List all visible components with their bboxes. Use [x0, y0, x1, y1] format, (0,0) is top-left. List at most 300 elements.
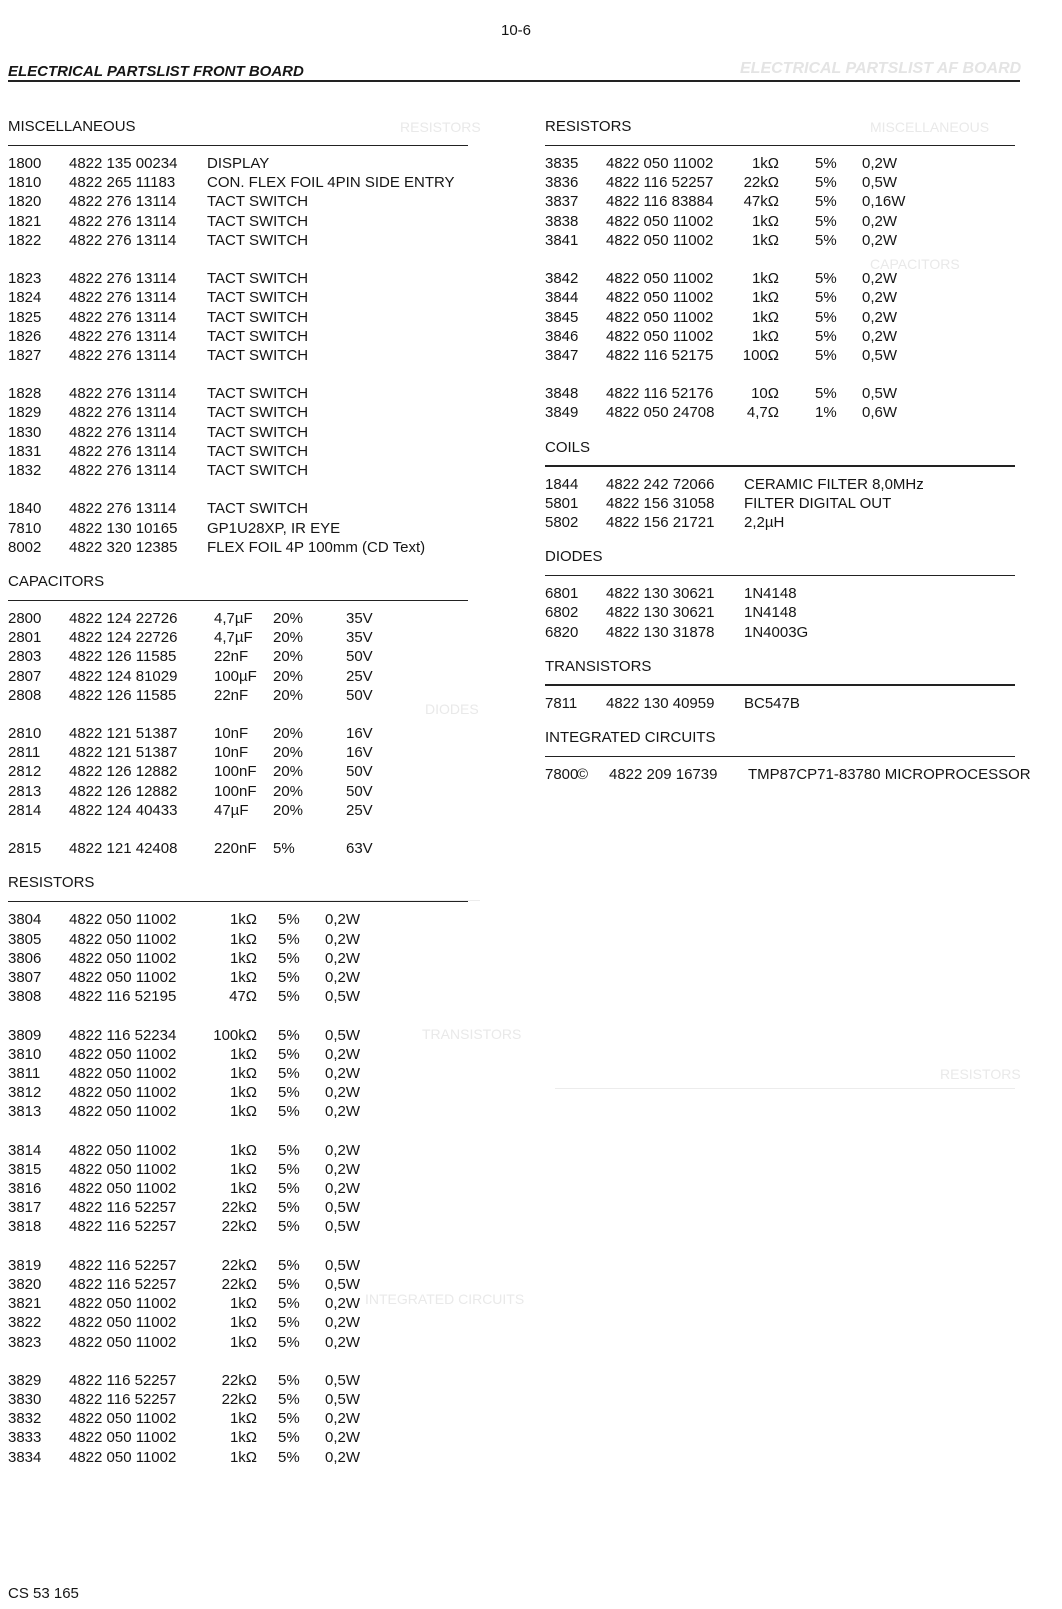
component-value: 1kΩ	[229, 1410, 257, 1428]
part-number: 4822 050 24708	[606, 404, 715, 422]
position-number: 3806	[8, 949, 42, 967]
component-value: 4,7Ω	[746, 404, 779, 422]
tolerance: 20%	[273, 744, 304, 762]
part-description: TACT SWITCH	[207, 231, 309, 249]
component-value: 1kΩ	[229, 1314, 257, 1332]
tolerance: 5%	[278, 1180, 300, 1197]
part-number: 4822 265 11183	[69, 174, 176, 192]
part-row	[8, 1294, 498, 1313]
part-number: 4822 116 52257	[69, 1199, 177, 1217]
position-number: 3809	[8, 1026, 42, 1044]
power-rating: 0,5W	[325, 1371, 361, 1389]
part-number: 4822 276 13114	[69, 442, 177, 460]
component-value: 47kΩ	[743, 193, 779, 211]
component-value: 1kΩ	[229, 930, 257, 948]
position-number: 1810	[8, 174, 42, 192]
power-rating: 0,16W	[862, 193, 906, 211]
part-description: 1N4148	[744, 585, 797, 603]
position-number: 2808	[8, 686, 42, 704]
part-row	[8, 1045, 498, 1064]
part-number: 4822 126 12882	[69, 782, 178, 800]
part-description: CON. FLEX FOIL 4PIN SIDE ENTRY	[207, 174, 455, 192]
position-number: 3813	[8, 1103, 42, 1121]
part-row	[8, 1064, 498, 1083]
position-number: 2811	[8, 744, 41, 762]
part-description: TMP87CP71-83780 MICROPROCESSOR	[748, 765, 1031, 783]
tolerance: 5%	[278, 1103, 300, 1121]
part-row	[545, 384, 1020, 403]
title-rule	[8, 80, 1020, 82]
part-number: 4822 320 12385	[69, 538, 178, 556]
power-rating: 0,2W	[325, 1045, 361, 1063]
power-rating: 0,5W	[325, 1199, 361, 1217]
part-description: TACT SWITCH	[207, 462, 309, 479]
section-spacer	[545, 423, 1020, 439]
component-value: 22nF	[214, 648, 249, 666]
part-number: 4822 242 72066	[606, 475, 715, 493]
voltage-rating: 63V	[346, 840, 373, 858]
tolerance: 5%	[278, 1429, 300, 1447]
tolerance: 5%	[815, 289, 837, 307]
part-number: 4822 050 11002	[69, 1429, 177, 1447]
component-value: 100kΩ	[213, 1026, 257, 1044]
position-number: 3848	[545, 385, 579, 403]
part-number: 4822 276 13114	[69, 212, 177, 230]
voltage-rating: 35V	[346, 629, 373, 647]
show-through-text: RESISTORS	[400, 119, 481, 135]
part-row	[545, 513, 1020, 532]
voltage-rating: 16V	[346, 725, 373, 743]
part-row	[8, 782, 498, 801]
position-number: 3811	[8, 1064, 41, 1082]
power-rating: 0,2W	[325, 1333, 361, 1351]
group-spacer	[8, 820, 498, 839]
left-column	[8, 118, 498, 1467]
parts-list	[545, 686, 1020, 713]
position-number: 3849	[545, 404, 579, 422]
part-row	[8, 686, 498, 705]
part-row	[545, 346, 1020, 365]
position-number: 5802	[545, 514, 579, 531]
group-spacer	[8, 365, 498, 384]
part-number: 4822 050 11002	[69, 1045, 177, 1063]
part-number: 4822 050 11002	[69, 1180, 177, 1197]
component-value: 1kΩ	[229, 1064, 257, 1082]
part-number: 4822 121 51387	[69, 744, 178, 762]
part-number: 4822 276 13114	[69, 500, 177, 518]
section-heading	[8, 874, 498, 902]
component-value: 22kΩ	[221, 1391, 257, 1409]
section-heading-rule	[545, 145, 1015, 146]
part-description: FILTER DIGITAL OUT	[744, 494, 892, 512]
position-number: 6801	[545, 585, 579, 603]
tolerance: 5%	[278, 1199, 300, 1217]
component-value: 10nF	[214, 744, 249, 762]
section-heading-label: CAPACITORS	[8, 572, 105, 590]
section-heading-rule	[545, 465, 1015, 466]
section-heading	[545, 118, 1020, 146]
tolerance: 5%	[815, 231, 837, 249]
part-number: 4822 050 11002	[606, 212, 714, 230]
tolerance: 1%	[815, 404, 837, 422]
section-spacer	[545, 713, 1020, 729]
part-row	[8, 1083, 498, 1102]
part-row	[8, 499, 498, 518]
part-number: 4822 116 52257	[606, 174, 714, 192]
position-number: 3844	[545, 289, 579, 307]
part-row	[545, 475, 1020, 494]
part-number: 4822 130 30621	[606, 604, 715, 622]
power-rating: 0,5W	[325, 1218, 361, 1236]
part-description: GP1U28XP, IR EYE	[207, 519, 341, 537]
part-number: 4822 126 12882	[69, 763, 178, 781]
part-row	[8, 461, 498, 480]
part-row	[8, 403, 498, 422]
position-number: 2801	[8, 629, 42, 647]
part-row	[8, 173, 498, 192]
position-number: 1832	[8, 462, 42, 479]
part-number: 4822 276 13114	[69, 462, 177, 479]
part-row	[8, 1275, 498, 1294]
component-value: 1kΩ	[229, 1429, 257, 1447]
part-number: 4822 121 51387	[69, 725, 178, 743]
show-through-text: RESISTORS	[940, 1066, 1021, 1082]
position-number: 3841	[545, 231, 579, 249]
position-number: 1824	[8, 289, 42, 307]
part-row	[8, 968, 498, 987]
part-row	[545, 584, 1020, 603]
tolerance: 5%	[278, 1218, 300, 1236]
part-description: TACT SWITCH	[207, 308, 309, 326]
part-row	[8, 1256, 498, 1275]
power-rating: 0,2W	[325, 1084, 361, 1102]
tolerance: 20%	[273, 686, 304, 704]
component-value: 1kΩ	[229, 1084, 257, 1102]
tolerance: 5%	[815, 308, 837, 326]
part-row	[545, 288, 1020, 307]
section-heading	[8, 573, 498, 601]
part-number: 4822 276 13114	[69, 423, 177, 441]
position-number: 3836	[545, 174, 579, 192]
position-number: 3842	[545, 270, 579, 288]
part-row	[545, 765, 1031, 784]
part-row	[8, 801, 498, 820]
section-spacer	[545, 642, 1020, 658]
component-value: 22nF	[214, 686, 249, 704]
part-number: 4822 050 11002	[69, 1084, 177, 1102]
position-number: 3847	[545, 346, 579, 364]
position-number: 3834	[8, 1448, 42, 1466]
footer-document-code: CS 53 165	[8, 1585, 79, 1602]
group-spacer	[8, 705, 498, 724]
part-description: TACT SWITCH	[207, 423, 309, 441]
section-coils	[545, 439, 1020, 549]
position-number: 1821	[8, 212, 42, 230]
part-number: 4822 276 13114	[69, 327, 177, 345]
part-number: 4822 050 11002	[69, 1448, 177, 1466]
position-number: 3822	[8, 1314, 42, 1332]
part-row	[8, 269, 498, 288]
component-value: 22kΩ	[221, 1371, 257, 1389]
power-rating: 0,2W	[325, 968, 361, 986]
component-value: 10nF	[214, 725, 249, 743]
part-number: 4822 050 11002	[606, 308, 714, 326]
component-value: 1kΩ	[229, 949, 257, 967]
part-number: 4822 050 11002	[606, 289, 714, 307]
part-description: DISPLAY	[207, 155, 270, 172]
component-value: 100nF	[214, 763, 257, 781]
position-number: 7811	[545, 694, 578, 712]
component-value: 47Ω	[229, 988, 257, 1006]
component-value: 22kΩ	[221, 1275, 257, 1293]
position-number: 1800	[8, 155, 42, 172]
position-number: 3810	[8, 1045, 42, 1063]
group-spacer	[8, 480, 498, 499]
part-number: 4822 124 81029	[69, 667, 178, 685]
tolerance: 20%	[273, 629, 304, 647]
component-value: 1kΩ	[229, 1141, 257, 1159]
part-description: TACT SWITCH	[207, 404, 309, 422]
section-transistors	[545, 658, 1020, 729]
component-value: 220nF	[214, 840, 257, 858]
section-heading-label: TRANSISTORS	[545, 657, 652, 675]
component-value: 4,7µF	[214, 629, 253, 647]
position-number: 3814	[8, 1141, 42, 1159]
tolerance: 5%	[278, 1314, 300, 1332]
part-number: 4822 050 11002	[69, 1314, 177, 1332]
part-row	[8, 647, 498, 666]
part-number: 4822 276 13114	[69, 289, 177, 307]
power-rating: 0,2W	[862, 270, 898, 288]
component-value: 10Ω	[751, 385, 779, 403]
part-number: 4822 116 52257	[69, 1391, 177, 1409]
part-number: 4822 050 11002	[69, 1103, 177, 1121]
part-number: 4822 116 52257	[69, 1218, 177, 1236]
part-description: TACT SWITCH	[207, 346, 309, 364]
position-number: 5801	[545, 494, 579, 512]
component-value: 47µF	[214, 801, 249, 819]
part-description: 2,2µH	[744, 514, 785, 531]
section-capacitors	[8, 573, 498, 874]
part-number: 4822 124 22726	[69, 629, 178, 647]
part-number: 4822 050 11002	[69, 1141, 177, 1159]
power-rating: 0,2W	[325, 1160, 361, 1178]
tolerance: 5%	[278, 949, 300, 967]
position-number: 3818	[8, 1218, 42, 1236]
part-row	[8, 667, 498, 686]
tolerance: 20%	[273, 782, 304, 800]
power-rating: 0,2W	[325, 1180, 361, 1197]
tolerance: 5%	[815, 174, 837, 192]
show-through-rule	[555, 1088, 1015, 1089]
tolerance: 5%	[278, 988, 300, 1006]
tolerance: 20%	[273, 801, 304, 819]
parts-list	[545, 467, 1020, 533]
part-description: BC547B	[744, 694, 800, 712]
part-description: CERAMIC FILTER 8,0MHz	[744, 475, 924, 493]
position-number: 6802	[545, 604, 579, 622]
part-number: 4822 130 10165	[69, 519, 178, 537]
section-heading	[545, 658, 1020, 686]
tolerance: 5%	[278, 1160, 300, 1178]
part-row	[8, 327, 498, 346]
position-number: 3804	[8, 911, 42, 929]
tolerance: 20%	[273, 725, 304, 743]
power-rating: 0,2W	[325, 1448, 361, 1466]
section-diodes	[545, 548, 1020, 658]
show-through-text: CAPACITORS	[870, 256, 960, 272]
tolerance: 5%	[278, 1333, 300, 1351]
part-number: 4822 050 11002	[69, 949, 177, 967]
part-number: 4822 116 52257	[69, 1275, 177, 1293]
part-number: 4822 126 11585	[69, 686, 177, 704]
position-number: 3815	[8, 1160, 42, 1178]
part-number: 4822 276 13114	[69, 193, 177, 211]
power-rating: 0,5W	[325, 1275, 361, 1293]
part-description: TACT SWITCH	[207, 327, 309, 345]
tolerance: 5%	[273, 840, 295, 858]
voltage-rating: 50V	[346, 686, 373, 704]
part-row	[545, 192, 1020, 211]
section-heading-rule	[545, 756, 1015, 757]
part-row	[8, 423, 498, 442]
show-through-text: TRANSISTORS	[422, 1026, 522, 1042]
part-row	[8, 538, 498, 557]
part-row	[8, 308, 498, 327]
component-value: 1kΩ	[751, 289, 779, 307]
right-column	[545, 118, 1031, 784]
part-number: 4822 050 11002	[606, 155, 714, 172]
section-heading-rule	[8, 901, 468, 902]
component-value: 1kΩ	[229, 1160, 257, 1178]
parts-list	[545, 576, 1020, 642]
position-number: 2812	[8, 763, 42, 781]
power-rating: 0,2W	[325, 911, 361, 929]
voltage-rating: 50V	[346, 782, 373, 800]
component-value: 1kΩ	[229, 1180, 257, 1197]
component-value: 22kΩ	[221, 1199, 257, 1217]
group-spacer	[545, 365, 1020, 384]
section-heading-label: COILS	[545, 438, 591, 456]
tolerance: 20%	[273, 648, 304, 666]
component-value: 1kΩ	[229, 968, 257, 986]
document-title: ELECTRICAL PARTSLIST FRONT BOARD	[8, 63, 304, 80]
section-resistors	[545, 118, 1020, 439]
voltage-rating: 25V	[346, 667, 373, 685]
power-rating: 0,6W	[862, 404, 898, 422]
tolerance: 5%	[278, 1026, 300, 1044]
position-number: 7800	[545, 765, 579, 783]
position-number: 6820	[545, 623, 579, 641]
power-rating: 0,2W	[325, 930, 361, 948]
tolerance: 5%	[278, 1141, 300, 1159]
power-rating: 0,2W	[325, 1429, 361, 1447]
position-number: 8002	[8, 538, 42, 556]
part-number: 4822 050 11002	[606, 327, 714, 345]
position-number: 1830	[8, 423, 42, 441]
part-description: TACT SWITCH	[207, 212, 309, 230]
position-number: 2813	[8, 782, 42, 800]
parts-list	[8, 146, 498, 557]
part-description: TACT SWITCH	[207, 500, 309, 518]
power-rating: 0,2W	[862, 212, 898, 230]
show-through-text: INTEGRATED CIRCUITS	[365, 1291, 525, 1307]
parts-list	[8, 902, 498, 1466]
position-number: 3837	[545, 193, 579, 211]
part-number: 4822 276 13114	[69, 270, 177, 288]
tolerance: 5%	[278, 1410, 300, 1428]
component-value: 22kΩ	[221, 1256, 257, 1274]
part-row	[545, 494, 1020, 513]
part-number: 4822 126 11585	[69, 648, 177, 666]
part-number: 4822 116 52175	[606, 346, 714, 364]
power-rating: 0,2W	[325, 1103, 361, 1121]
component-value: 22kΩ	[221, 1218, 257, 1236]
section-heading-label: RESISTORS	[8, 874, 95, 892]
part-row	[8, 930, 498, 949]
part-row	[8, 1448, 498, 1467]
part-description: TACT SWITCH	[207, 442, 309, 460]
part-number: 4822 135 00234	[69, 155, 178, 172]
group-spacer	[8, 250, 498, 269]
part-description: TACT SWITCH	[207, 289, 309, 307]
part-number: 4822 156 21721	[606, 514, 715, 531]
position-number: 7810	[8, 519, 42, 537]
position-number: 3830	[8, 1391, 42, 1409]
part-number: 4822 050 11002	[69, 1333, 177, 1351]
power-rating: 0,2W	[325, 949, 361, 967]
part-number: 4822 050 11002	[606, 270, 714, 288]
position-number: 1826	[8, 327, 42, 345]
part-row	[8, 1141, 498, 1160]
power-rating: 0,5W	[325, 1026, 361, 1044]
part-row	[545, 269, 1020, 288]
voltage-rating: 35V	[346, 609, 373, 627]
part-row	[545, 623, 1020, 642]
tolerance: 20%	[273, 609, 304, 627]
part-row	[545, 212, 1020, 231]
section-integrated-circuits	[545, 728, 1031, 784]
part-row	[8, 1026, 498, 1045]
copyright-mark: ©	[577, 765, 589, 783]
part-number: 4822 116 83884	[606, 193, 714, 211]
part-row	[8, 628, 498, 647]
section-heading-label: INTEGRATED CIRCUITS	[545, 728, 716, 746]
position-number: 1831	[8, 442, 42, 460]
part-number: 4822 121 42408	[69, 840, 178, 858]
tolerance: 5%	[278, 1256, 300, 1274]
part-number: 4822 124 22726	[69, 609, 178, 627]
page-number: 10-6	[500, 22, 532, 39]
tolerance: 5%	[278, 968, 300, 986]
part-row	[545, 173, 1020, 192]
show-through-text: DIODES	[425, 701, 479, 717]
part-number: 4822 276 13114	[69, 404, 177, 422]
position-number: 3817	[8, 1199, 42, 1217]
component-value: 1kΩ	[751, 308, 779, 326]
tolerance: 5%	[278, 1448, 300, 1466]
component-value: 1kΩ	[751, 212, 779, 230]
group-spacer	[8, 1006, 498, 1025]
part-row	[8, 154, 498, 173]
section-heading	[545, 729, 1020, 757]
section-heading-label: DIODES	[545, 548, 603, 566]
position-number: 1840	[8, 500, 42, 518]
position-number: 3820	[8, 1275, 42, 1293]
position-number: 2800	[8, 609, 42, 627]
part-row	[8, 949, 498, 968]
component-value: 1kΩ	[751, 327, 779, 345]
